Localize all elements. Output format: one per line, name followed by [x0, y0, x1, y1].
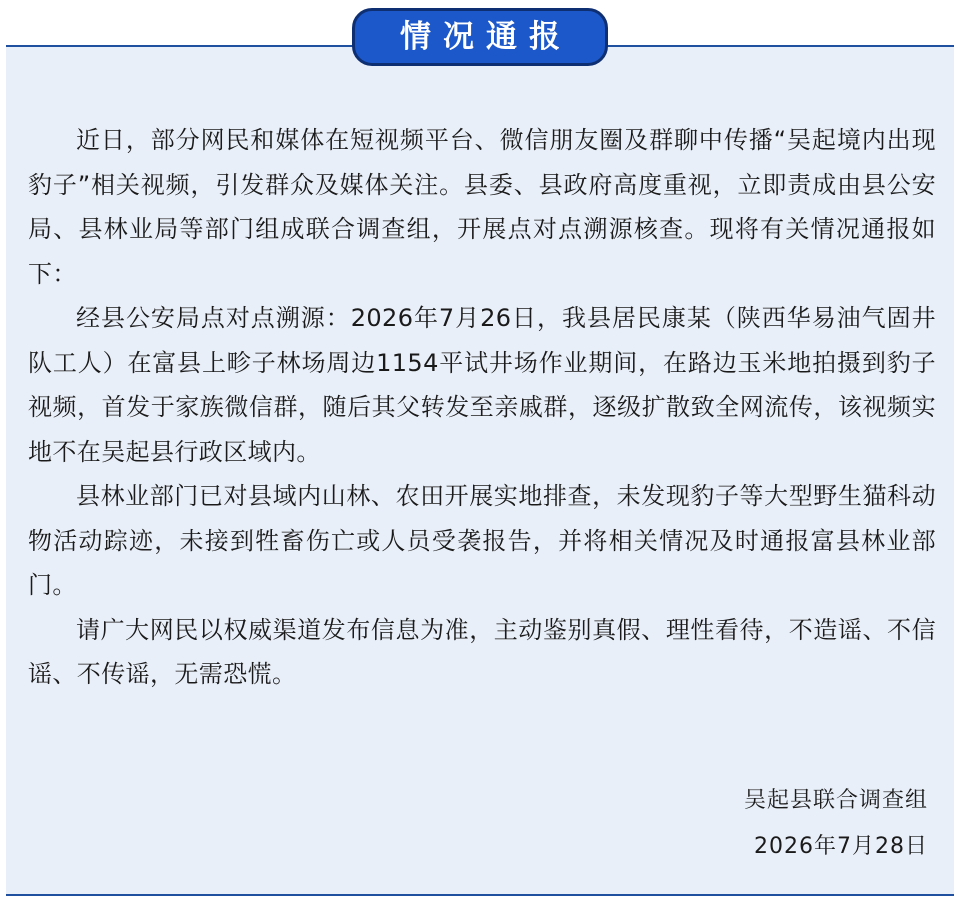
signature-date: 2026年7月28日 — [754, 834, 928, 859]
page-title: 情况通报 — [400, 18, 572, 55]
paragraph-tracing: 经县公安局点对点溯源：2026年7月26日，我县居民康某（陕西华易油气固井队工人）在富县上畛子林场周边1154平试井场作业期间，在路边玉米地拍摄到豹子视频，首发于家族微信群，随后其父转发至亲戚群，逐级扩散致全网流传，该视频实地不在吴起县行政区域内。 — [28, 304, 936, 466]
paragraph-intro: 近日，部分网民和媒体在短视频平台、微信朋友圈及群聊中传播“吴起境内出现豹子”相关视频，引发群众及媒体关注。县委、县政府高度重视，立即责成由县公安局、县林业局等部门组成联合调查组，开展点对点溯源核查。现将有关情况通报如下： — [28, 126, 936, 288]
paragraph-forestry: 县林业部门已对县域内山林、农田开展实地排查，未发现豹子等大型野生猫科动物活动踪迹，未接到牲畜伤亡或人员受袭报告，并将相关情况及时通报富县林业部门。 — [28, 482, 936, 599]
notice-body — [28, 118, 936, 697]
signature-organization: 吴起县联合调查组 — [743, 788, 928, 813]
signature-block — [744, 778, 928, 870]
paragraph-appeal: 请广大网民以权威渠道发布信息为准，主动鉴别真假、理性看待，不造谣、不信谣、不传谣，无需恐慌。 — [28, 615, 936, 688]
title-badge — [352, 8, 608, 66]
